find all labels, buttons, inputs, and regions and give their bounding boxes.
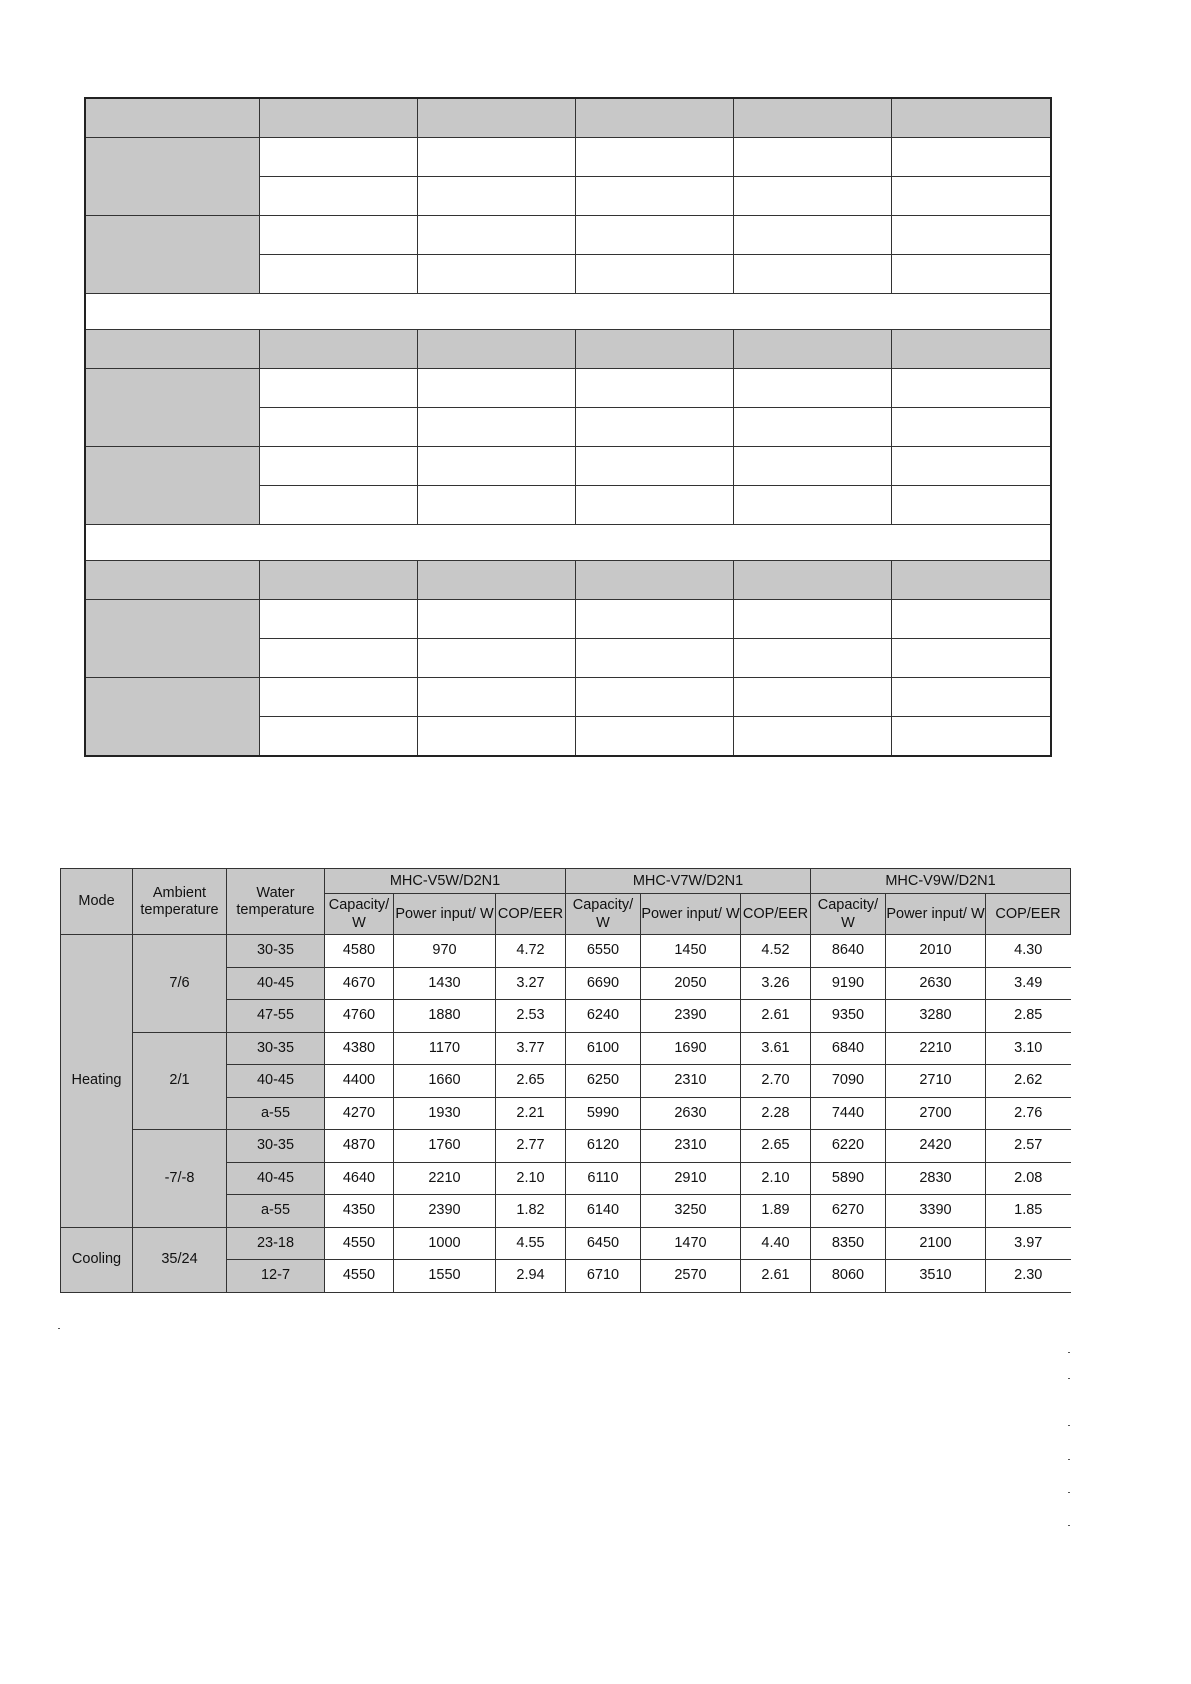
table-row <box>61 935 1071 968</box>
water-cell: 23-18 <box>227 1227 325 1260</box>
table-row <box>61 1227 1071 1260</box>
value-cell: 4670 <box>325 967 394 1000</box>
performance-table <box>60 868 1071 1293</box>
power-header: Power input/ W <box>394 894 496 935</box>
value-cell: 2910 <box>641 1162 741 1195</box>
value-cell: 2630 <box>886 967 986 1000</box>
value-cell: 3.27 <box>496 967 566 1000</box>
model-header: MHC-V9W/D2N1 <box>811 869 1071 894</box>
value-cell: 9190 <box>811 967 886 1000</box>
value-cell: 2390 <box>641 1000 741 1033</box>
value-cell: 1880 <box>394 1000 496 1033</box>
value-cell: 2310 <box>641 1130 741 1163</box>
value-cell: 3.61 <box>741 1032 811 1065</box>
value-cell: 1.89 <box>741 1195 811 1228</box>
value-cell: 6110 <box>566 1162 641 1195</box>
water-cell: 40-45 <box>227 1162 325 1195</box>
water-cell: 12-7 <box>227 1260 325 1293</box>
grid-row <box>85 678 1051 717</box>
scan-speck <box>1068 1425 1070 1426</box>
value-cell: 4580 <box>325 935 394 968</box>
water-cell: 47-55 <box>227 1000 325 1033</box>
grid-row <box>85 447 1051 486</box>
value-cell: 3.26 <box>741 967 811 1000</box>
value-cell: 1660 <box>394 1065 496 1098</box>
scan-speck <box>1068 1492 1070 1493</box>
water-cell: a-55 <box>227 1097 325 1130</box>
value-cell: 1690 <box>641 1032 741 1065</box>
value-cell: 4.30 <box>986 935 1071 968</box>
value-cell: 2210 <box>886 1032 986 1065</box>
value-cell: 3390 <box>886 1195 986 1228</box>
value-cell: 7440 <box>811 1097 886 1130</box>
value-cell: 6710 <box>566 1260 641 1293</box>
value-cell: 2700 <box>886 1097 986 1130</box>
scan-speck <box>1068 1378 1070 1379</box>
value-cell: 2.30 <box>986 1260 1071 1293</box>
power-header: Power input/ W <box>641 894 741 935</box>
scan-speck <box>58 1328 60 1329</box>
value-cell: 2.10 <box>496 1162 566 1195</box>
value-cell: 5890 <box>811 1162 886 1195</box>
value-cell: 1760 <box>394 1130 496 1163</box>
value-cell: 4640 <box>325 1162 394 1195</box>
model-header: MHC-V5W/D2N1 <box>325 869 566 894</box>
cop-header: COP/EER <box>741 894 811 935</box>
value-cell: 2.57 <box>986 1130 1071 1163</box>
grid-spacer-row <box>85 294 1051 330</box>
grid-spacer-row <box>85 525 1051 561</box>
model-header: MHC-V7W/D2N1 <box>566 869 811 894</box>
value-cell: 6220 <box>811 1130 886 1163</box>
cop-header: COP/EER <box>986 894 1071 935</box>
capacity-header: Capacity/ W <box>566 894 641 935</box>
table-row <box>61 1130 1071 1163</box>
grid-header-row <box>85 330 1051 369</box>
mode-header: Mode <box>61 869 133 935</box>
value-cell: 3.10 <box>986 1032 1071 1065</box>
water-cell: 40-45 <box>227 1065 325 1098</box>
value-cell: 2010 <box>886 935 986 968</box>
water-cell: 30-35 <box>227 935 325 968</box>
scan-speck <box>1068 1459 1070 1460</box>
value-cell: 4380 <box>325 1032 394 1065</box>
value-cell: 2210 <box>394 1162 496 1195</box>
value-cell: 6120 <box>566 1130 641 1163</box>
value-cell: 8060 <box>811 1260 886 1293</box>
value-cell: 4350 <box>325 1195 394 1228</box>
value-cell: 9350 <box>811 1000 886 1033</box>
ambient-header: Ambient temperature <box>133 869 227 935</box>
value-cell: 2.94 <box>496 1260 566 1293</box>
value-cell: 3.49 <box>986 967 1071 1000</box>
value-cell: 2.70 <box>741 1065 811 1098</box>
value-cell: 1470 <box>641 1227 741 1260</box>
value-cell: 1.85 <box>986 1195 1071 1228</box>
cop-header: COP/EER <box>496 894 566 935</box>
value-cell: 3.77 <box>496 1032 566 1065</box>
value-cell: 2.21 <box>496 1097 566 1130</box>
value-cell: 4400 <box>325 1065 394 1098</box>
mode-cell-cooling: Cooling <box>61 1227 133 1292</box>
value-cell: 7090 <box>811 1065 886 1098</box>
value-cell: 2420 <box>886 1130 986 1163</box>
value-cell: 2390 <box>394 1195 496 1228</box>
value-cell: 970 <box>394 935 496 968</box>
value-cell: 2.61 <box>741 1260 811 1293</box>
grid-row <box>85 600 1051 639</box>
value-cell: 4760 <box>325 1000 394 1033</box>
value-cell: 6100 <box>566 1032 641 1065</box>
value-cell: 6690 <box>566 967 641 1000</box>
value-cell: 1.82 <box>496 1195 566 1228</box>
water-cell: 40-45 <box>227 967 325 1000</box>
capacity-header: Capacity/ W <box>325 894 394 935</box>
value-cell: 2.85 <box>986 1000 1071 1033</box>
value-cell: 6840 <box>811 1032 886 1065</box>
capacity-header: Capacity/ W <box>811 894 886 935</box>
value-cell: 5990 <box>566 1097 641 1130</box>
value-cell: 2050 <box>641 967 741 1000</box>
value-cell: 3280 <box>886 1000 986 1033</box>
value-cell: 4550 <box>325 1227 394 1260</box>
grid-row <box>85 369 1051 408</box>
water-cell: 30-35 <box>227 1130 325 1163</box>
value-cell: 2830 <box>886 1162 986 1195</box>
value-cell: 2100 <box>886 1227 986 1260</box>
grid-row <box>85 138 1051 177</box>
value-cell: 4.40 <box>741 1227 811 1260</box>
value-cell: 3250 <box>641 1195 741 1228</box>
value-cell: 1450 <box>641 935 741 968</box>
value-cell: 1550 <box>394 1260 496 1293</box>
value-cell: 4.52 <box>741 935 811 968</box>
blank-grid-table <box>84 97 1052 757</box>
value-cell: 2310 <box>641 1065 741 1098</box>
value-cell: 2630 <box>641 1097 741 1130</box>
value-cell: 4550 <box>325 1260 394 1293</box>
value-cell: 6450 <box>566 1227 641 1260</box>
value-cell: 1170 <box>394 1032 496 1065</box>
value-cell: 2.10 <box>741 1162 811 1195</box>
ambient-cell: 35/24 <box>133 1227 227 1292</box>
value-cell: 3.97 <box>986 1227 1071 1260</box>
value-cell: 2710 <box>886 1065 986 1098</box>
value-cell: 2570 <box>641 1260 741 1293</box>
grid-row <box>85 216 1051 255</box>
value-cell: 4270 <box>325 1097 394 1130</box>
value-cell: 6550 <box>566 935 641 968</box>
value-cell: 2.65 <box>741 1130 811 1163</box>
value-cell: 2.08 <box>986 1162 1071 1195</box>
value-cell: 6240 <box>566 1000 641 1033</box>
scan-speck <box>1068 1352 1070 1353</box>
value-cell: 4870 <box>325 1130 394 1163</box>
value-cell: 3510 <box>886 1260 986 1293</box>
value-cell: 2.53 <box>496 1000 566 1033</box>
grid-header-row <box>85 98 1051 138</box>
ambient-cell: -7/-8 <box>133 1130 227 1228</box>
value-cell: 4.72 <box>496 935 566 968</box>
water-cell: 30-35 <box>227 1032 325 1065</box>
value-cell: 6250 <box>566 1065 641 1098</box>
value-cell: 1430 <box>394 967 496 1000</box>
value-cell: 2.65 <box>496 1065 566 1098</box>
water-header: Water temperature <box>227 869 325 935</box>
value-cell: 1930 <box>394 1097 496 1130</box>
water-cell: a-55 <box>227 1195 325 1228</box>
value-cell: 2.62 <box>986 1065 1071 1098</box>
grid-header-row <box>85 561 1051 600</box>
value-cell: 2.61 <box>741 1000 811 1033</box>
scan-speck <box>1068 1525 1070 1526</box>
value-cell: 6140 <box>566 1195 641 1228</box>
value-cell: 1000 <box>394 1227 496 1260</box>
value-cell: 2.77 <box>496 1130 566 1163</box>
power-header: Power input/ W <box>886 894 986 935</box>
table-row <box>61 1032 1071 1065</box>
value-cell: 4.55 <box>496 1227 566 1260</box>
value-cell: 8350 <box>811 1227 886 1260</box>
value-cell: 8640 <box>811 935 886 968</box>
ambient-cell: 7/6 <box>133 935 227 1033</box>
value-cell: 2.28 <box>741 1097 811 1130</box>
value-cell: 6270 <box>811 1195 886 1228</box>
value-cell: 2.76 <box>986 1097 1071 1130</box>
ambient-cell: 2/1 <box>133 1032 227 1130</box>
mode-cell-heating: Heating <box>61 935 133 1228</box>
header-row-models <box>61 869 1071 894</box>
